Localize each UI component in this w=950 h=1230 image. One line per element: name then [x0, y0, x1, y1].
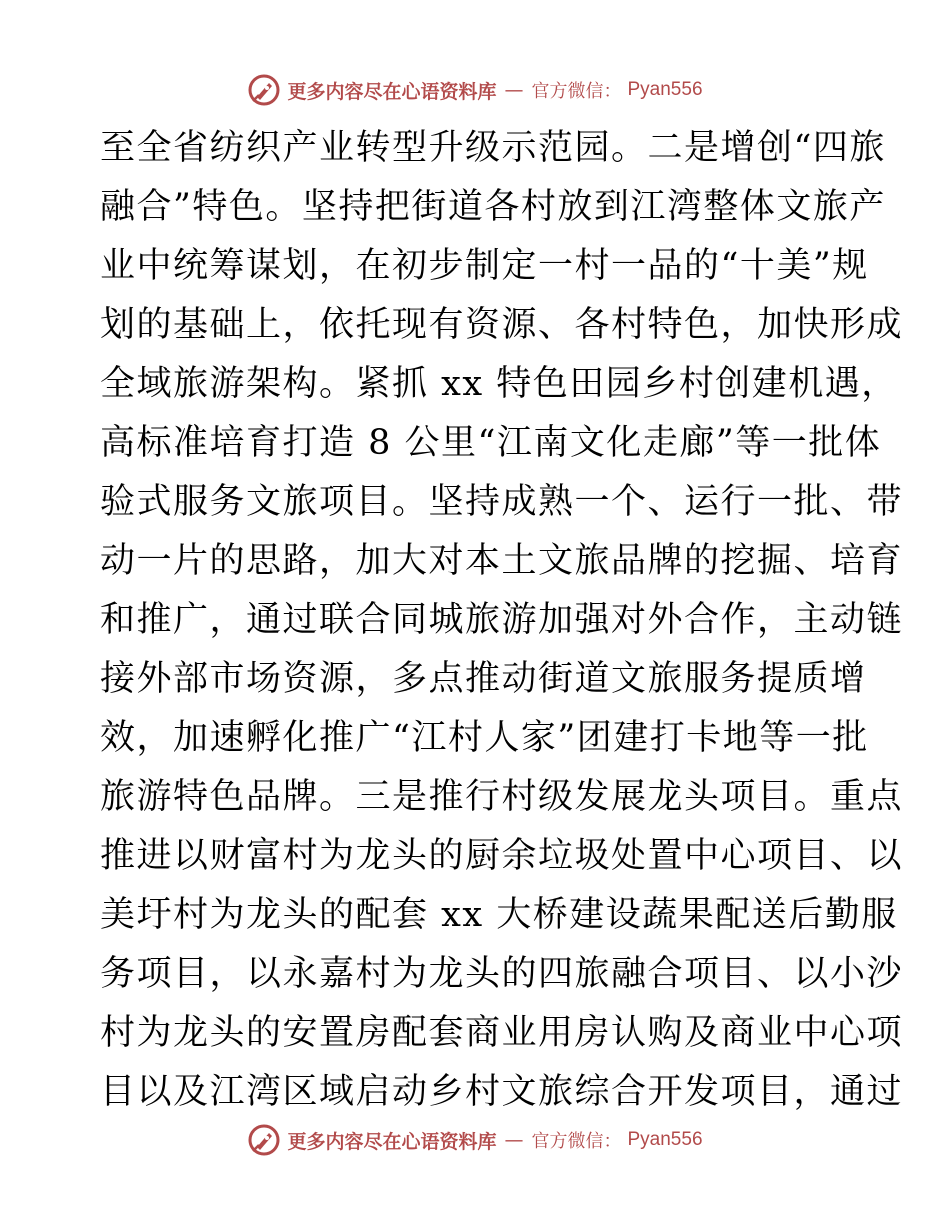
body-line: 效，加速孵化推广“江村人家”团建打卡地等一批 — [100, 718, 869, 758]
watermark-wechat-id: Pyan556 — [627, 1129, 703, 1150]
footer-watermark — [0, 1120, 950, 1160]
body-line: 村为龙头的安置房配套商业用房认购及商业中心项 — [100, 1013, 904, 1053]
body-line: 业中统筹谋划，在初步制定一村一品的“十美”规 — [100, 246, 869, 286]
body-line: 美圩村为龙头的配套 xx 大桥建设蔬果配送后勤服 — [100, 895, 898, 935]
body-line: 划的基础上，依托现有资源、各村特色，加快形成 — [100, 305, 904, 345]
body-line: 验式服务文旅项目。坚持成熟一个、运行一批、带 — [100, 482, 904, 522]
pen-nib-logo-icon — [247, 73, 281, 107]
body-line: 目以及江湾区域启动乡村文旅综合开发项目，通过 — [100, 1072, 904, 1112]
watermark-wechat-id: Pyan556 — [627, 79, 703, 100]
body-line: 至全省纺织产业转型升级示范园。二是增创“四旅 — [100, 128, 886, 168]
watermark-label: 官方微信： — [531, 81, 622, 102]
pen-nib-logo-icon — [247, 1123, 281, 1157]
body-line: 和推广，通过联合同城旅游加强对外合作，主动链 — [100, 600, 904, 640]
body-line: 务项目，以永嘉村为龙头的四旅融合项目、以小沙 — [100, 954, 904, 994]
watermark-separator: — — [504, 79, 524, 101]
watermark-label: 官方微信： — [531, 1131, 622, 1152]
document-body — [100, 123, 904, 1126]
body-line: 高标准培育打造 8 公里“江南文化走廊”等一批体 — [100, 423, 882, 463]
body-line: 全域旅游架构。紧抓 xx 特色田园乡村创建机遇， — [100, 364, 898, 404]
header-watermark — [0, 70, 950, 110]
watermark-text: 更多内容尽在心语资料库 — [287, 80, 497, 103]
body-line: 融合”特色。坚持把街道各村放到江湾整体文旅产 — [100, 187, 886, 227]
body-line: 推进以财富村为龙头的厨余垃圾处置中心项目、以 — [100, 836, 904, 876]
watermark-separator: — — [504, 1129, 524, 1151]
body-line: 旅游特色品牌。三是推行村级发展龙头项目。重点 — [100, 777, 904, 817]
watermark-text: 更多内容尽在心语资料库 — [287, 1130, 497, 1153]
body-line: 动一片的思路，加大对本土文旅品牌的挖掘、培育 — [100, 541, 904, 581]
body-line: 接外部市场资源，多点推动街道文旅服务提质增 — [100, 659, 867, 699]
